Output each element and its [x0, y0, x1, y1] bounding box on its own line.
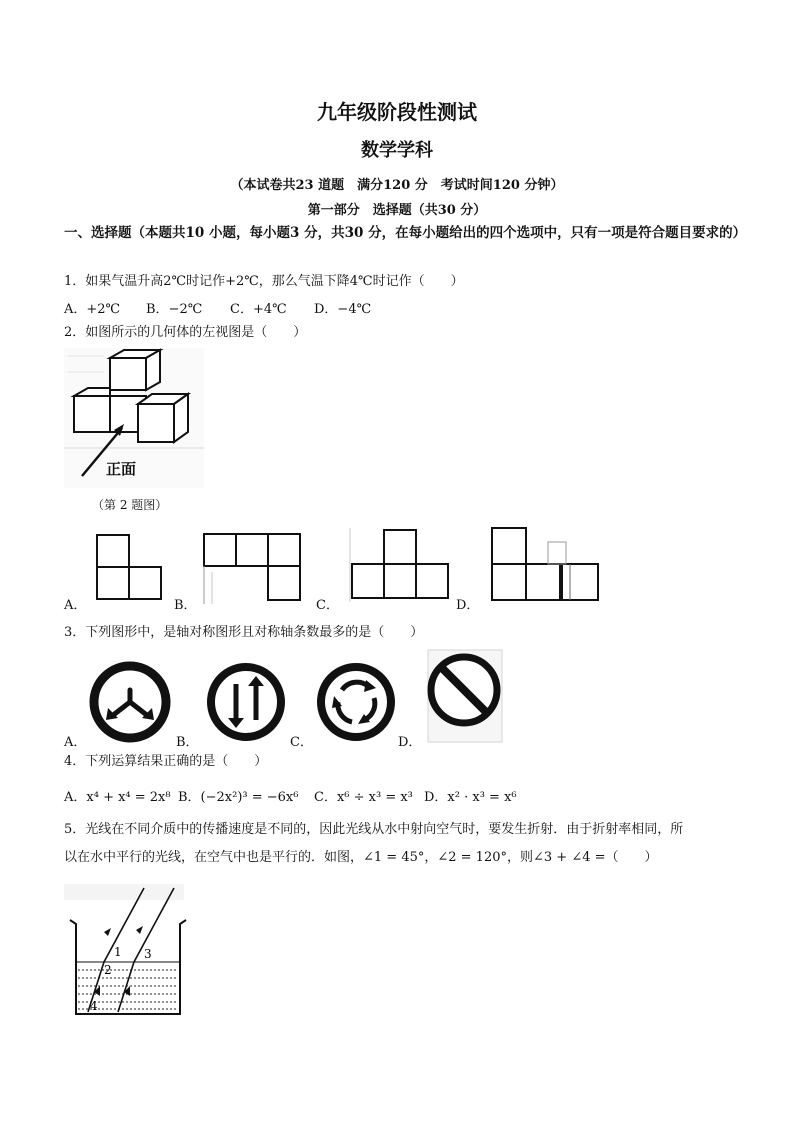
- exam-title: 九年级阶段性测试: [317, 100, 477, 124]
- q3-option-d: D．: [398, 735, 422, 750]
- q2-option-c: C．: [316, 598, 339, 613]
- question-4: 4．下列运算结果正确的是（ ）: [64, 754, 268, 769]
- q1-option-b: B．−2℃: [146, 302, 203, 317]
- q5-angle-3: 3: [144, 947, 152, 961]
- q4-option-b: B．(−2x²)³ = −6x⁶: [178, 790, 299, 805]
- q3-option-a-sign: [88, 660, 172, 744]
- q5-refraction-figure: [64, 884, 194, 1018]
- q5-angle-1: 1: [114, 945, 122, 959]
- q2-option-a: A．: [64, 598, 87, 613]
- q3-option-c-sign: [314, 660, 398, 744]
- exam-note: （本试卷共23 道题 满分120 分 考试时间120 分钟）: [230, 178, 564, 193]
- q3-option-d-sign: [424, 648, 508, 744]
- question-5-line-1: 5．光线在不同介质中的传播速度是不同的，因此光线从水中射向空气时，要发生折射．由于折射率相同，所: [64, 822, 684, 837]
- q3-option-a: A．: [64, 735, 87, 750]
- question-1: 1．如果气温升高2℃时记作+2℃，那么气温下降4℃时记作（ ）: [64, 274, 464, 289]
- q2-option-c-view: [346, 526, 452, 606]
- q3-option-c: C．: [290, 735, 313, 750]
- q2-caption: （第 2 题图）: [92, 498, 168, 512]
- q4-option-a: A．x⁴ + x⁴ = 2x⁸: [64, 790, 171, 805]
- subject-title: 数学学科: [361, 140, 433, 161]
- question-5-line-2: 以在水中平行的光线，在空气中也是平行的．如图，∠1 = 45°，∠2 = 120°，则∠3 + ∠4 =（ ）: [64, 850, 658, 865]
- q2-option-b-view: [200, 532, 306, 606]
- question-2: 2．如图所示的几何体的左视图是（ ）: [64, 325, 307, 340]
- q2-figure-label: 正面: [106, 460, 137, 478]
- question-3: 3．下列图形中，是轴对称图形且对称轴条数最多的是（ ）: [64, 625, 424, 640]
- q3-option-b-sign: [204, 660, 288, 744]
- q2-option-d-view: [488, 524, 604, 604]
- q3-option-b: B．: [176, 735, 199, 750]
- q4-option-c: C．x⁶ ÷ x³ = x³: [314, 790, 413, 805]
- q5-angle-2: 2: [104, 963, 112, 977]
- q1-option-a: A．+2℃: [64, 302, 121, 317]
- q2-option-a-view: [96, 534, 166, 604]
- q1-option-d: D．−4℃: [314, 302, 372, 317]
- q2-option-d: D．: [456, 598, 480, 613]
- section-heading: 一、选择题（本题共10 小题，每小题3 分，共30 分，在每小题给出的四个选项中，只有一项是符合题目要求的）: [64, 225, 747, 241]
- q1-option-c: C．+4℃: [230, 302, 287, 317]
- q5-angle-4: 4: [90, 999, 98, 1013]
- q2-option-b: B．: [174, 598, 197, 613]
- q4-option-d: D．x² · x³ = x⁶: [424, 790, 517, 805]
- part-heading: 第一部分 选择题（共30 分）: [307, 203, 487, 218]
